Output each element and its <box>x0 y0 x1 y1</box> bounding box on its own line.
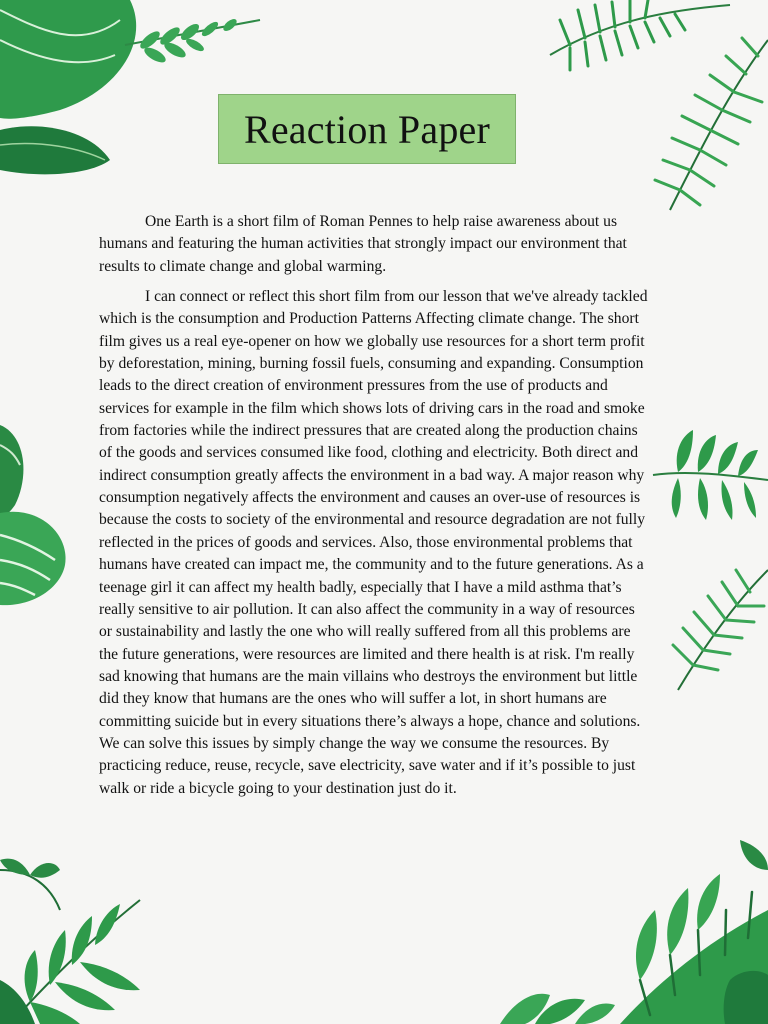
monstera-leaf-icon <box>0 425 75 610</box>
paragraph: I can connect or reflect this short film from our lesson that we've already tackled which is the consumption and Production Patterns Affecting climate change. The short film gives us a real eye-opener on how we globally use resources for a short term profit by deforestation, mining, burning fossil fuels, consuming and expanding. Consumption leads to the direct creation of environment pressures from the use of products and services for example in the film which shows lots of driving cars in the road and smoke from factories while the indirect pressures that are created along the production chains of the goods and services consumed like food, clothing and electricity. Both direct and indirect consumption greatly affects the environment in a bad way. A major reason why consumption negatively affects the environment and causes an over-use of resources is because the costs to society of the environmental and resource degradation are not fully reflected in the prices of goods and services. Also, those environmental problems that humans have created can impact me, the community and to the future generations. As a teenage girl it can affect my health badly, especially that I have a mild asthma that’s really sensitive to air pollution. It can also affect the community in a way of resources or sustainability and lastly the one who will really suffered from all this problems are the future generations, were resources are limited and there health is at risk. I'm really sad knowing that humans are the main villains who destroys the environment but little did they know that humans are the ones who will suffer a lot, in short humans are committing suicide but in every situations there’s always a hope, chance and solutions. We can solve this issues by simply change the way we consume the resources. By practicing reduce, reuse, recycle, save electricity, save water and if it’s possible to just walk or ride a bicycle going to your destination just do it. <box>99 288 648 797</box>
palm-frond-icon <box>0 830 180 1024</box>
paragraph: One Earth is a short film of Roman Pennes to help raise awareness about us humans and featuring the human activities that strongly impact our environment that results to climate change and global warming. <box>99 213 627 275</box>
title-box <box>218 94 516 164</box>
page-title: Reaction Paper <box>243 106 491 152</box>
document-body <box>99 211 650 808</box>
monstera-leaf-icon <box>490 830 768 1024</box>
palm-frond-icon <box>530 0 768 220</box>
fern-leaf-icon <box>648 430 768 700</box>
